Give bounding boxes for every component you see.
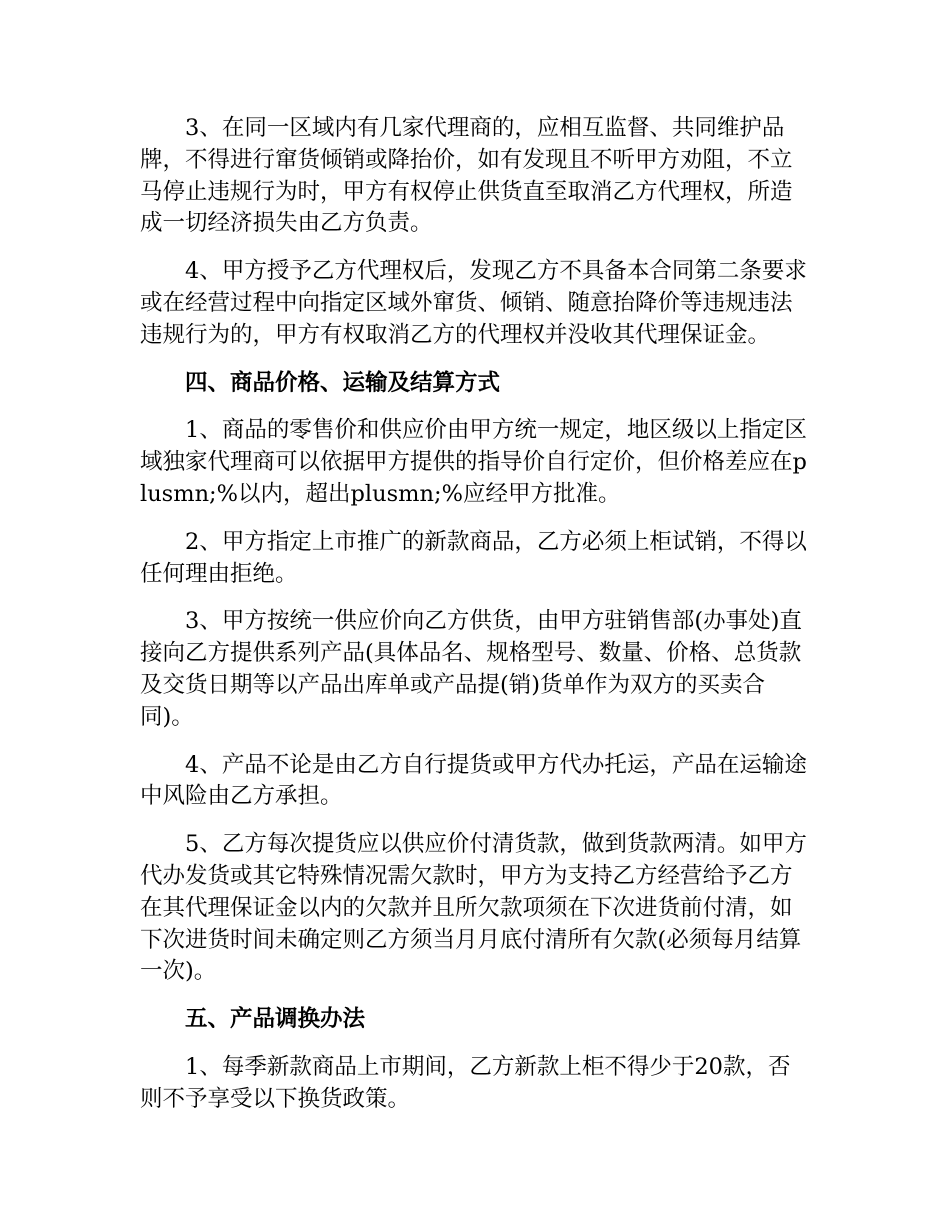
price-clause-1-paragraph: 1、商品的零售价和供应价由甲方统一规定，地区级以上指定区域独家代理商可以依据甲方提供的指导价自行定价，但价格差应在plusmn;%以内，超出plusmn;%应经甲方批准。 [140, 417, 807, 507]
price-clause-3-paragraph: 3、甲方按统一供应价向乙方供货，由甲方驻销售部(办事处)直接向乙方提供系列产品(具体品名、规格型号、数量、价格、总货款及交货日期等以产品出库单或产品提(销)货单作为双方的买卖合同)。 [140, 608, 802, 730]
price-clause-5-paragraph: 5、乙方每次提货应以供应价付清货款，做到货款两清。如甲方代办发货或其它特殊情况需欠款时，甲方为支持乙方经营给予乙方在其代理保证金以内的欠款并且所欠款项须在下次进货前付清，如下次进货时间未确定则乙方须当月月底付清所有欠款(必须每月结算一次)。 [140, 831, 807, 985]
price-clause-4-paragraph: 4、产品不论是由乙方自行提货或甲方代办托运，产品在运输途中风险由乙方承担。 [140, 751, 807, 810]
section-heading-5: 五、产品调换办法 [185, 1006, 366, 1033]
clause-4-paragraph: 4、甲方授予乙方代理权后，发现乙方不具备本合同第二条要求或在经营过程中向指定区域外窜货、倾销、随意抬降价等违规违法违规行为的，甲方有权取消乙方的代理权并没收其代理保证金。 [140, 258, 807, 348]
document-page [140, 113, 812, 1132]
price-clause-2-paragraph: 2、甲方指定上市推广的新款商品，乙方必须上柜试销，不得以任何理由拒绝。 [140, 528, 807, 587]
clause-3-paragraph: 3、在同一区域内有几家代理商的，应相互监督、共同维护品牌，不得进行窜货倾销或降抬价，如有发现且不听甲方劝阻，不立马停止违规行为时，甲方有权停止供货直至取消乙方代理权，所造成一切经济损失由乙方负责。 [140, 115, 793, 237]
exchange-clause-1-paragraph: 1、每季新款商品上市期间，乙方新款上柜不得少于20款，否则不予享受以下换货政策。 [140, 1053, 791, 1112]
section-heading-4: 四、商品价格、运输及结算方式 [185, 369, 501, 396]
